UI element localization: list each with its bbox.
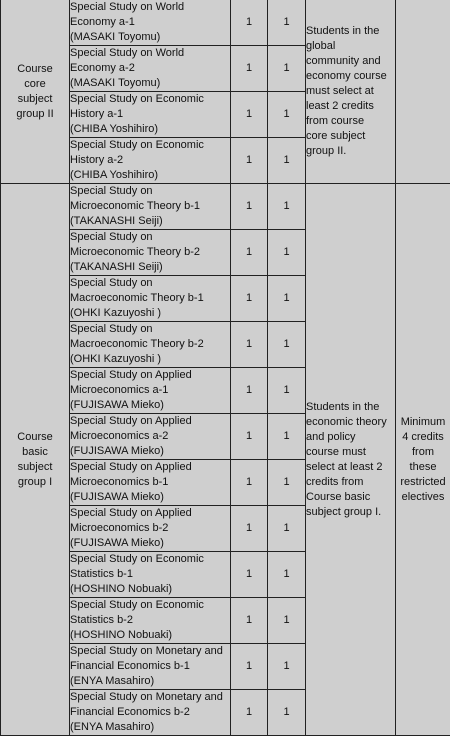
course-name: Special Study on Applied Microeconomics b-1 (FUJISAWA Mieko) — [70, 460, 231, 506]
credit-cell: 1 — [231, 460, 268, 506]
course-name: Special Study on Monetary and Financial Economics b-2 (ENYA Masahiro) — [70, 690, 231, 736]
empty-cell — [396, 0, 450, 184]
credit-cell: 1 — [231, 414, 268, 460]
credit-cell: 1 — [231, 690, 268, 736]
credit-cell: 1 — [231, 322, 268, 368]
credit-cell: 1 — [268, 644, 306, 690]
credit-cell: 1 — [268, 0, 306, 46]
credit-cell: 1 — [268, 230, 306, 276]
credit-cell: 1 — [268, 598, 306, 644]
course-name: Special Study on Economic Statistics b-2 (HOSHINO Nobuaki) — [70, 598, 231, 644]
credit-cell: 1 — [231, 506, 268, 552]
table-row — [1, 184, 450, 230]
course-name: Special Study on World Economy a-2 (MASAKI Toyomu) — [70, 46, 231, 92]
credit-cell: 1 — [268, 322, 306, 368]
credit-cell: 1 — [268, 414, 306, 460]
credit-cell: 1 — [231, 644, 268, 690]
credit-cell: 1 — [231, 230, 268, 276]
credit-cell: 1 — [268, 506, 306, 552]
credit-cell: 1 — [231, 138, 268, 184]
course-name: Special Study on Economic Statistics b-1 (HOSHINO Nobuaki) — [70, 552, 231, 598]
course-name: Special Study on Applied Microeconomics b-2 (FUJISAWA Mieko) — [70, 506, 231, 552]
credit-cell: 1 — [268, 138, 306, 184]
credit-cell: 1 — [268, 460, 306, 506]
credit-cell: 1 — [268, 184, 306, 230]
credit-cell: 1 — [231, 598, 268, 644]
group-label-basic-i: Course basic subject group I — [1, 184, 70, 736]
credit-cell: 1 — [231, 184, 268, 230]
credit-cell: 1 — [231, 368, 268, 414]
credit-cell: 1 — [231, 46, 268, 92]
minimum-credits-note: Minimum 4 credits from these restricted electives — [396, 184, 450, 736]
credit-cell: 1 — [231, 0, 268, 46]
credit-cell: 1 — [268, 690, 306, 736]
course-name: Special Study on Applied Microeconomics a-1 (FUJISAWA Mieko) — [70, 368, 231, 414]
course-name: Special Study on Applied Microeconomics a-2 (FUJISAWA Mieko) — [70, 414, 231, 460]
credit-cell: 1 — [231, 276, 268, 322]
credit-cell: 1 — [231, 92, 268, 138]
credit-cell: 1 — [268, 552, 306, 598]
credit-cell: 1 — [268, 46, 306, 92]
credit-cell: 1 — [268, 368, 306, 414]
credit-cell: 1 — [268, 276, 306, 322]
course-name: Special Study on World Economy a-1 (MASAKI Toyomu) — [70, 0, 231, 46]
course-name: Special Study on Macroeconomic Theory b-2 (OHKI Kazuyoshi ) — [70, 322, 231, 368]
course-name: Special Study on Monetary and Financial Economics b-1 (ENYA Masahiro) — [70, 644, 231, 690]
course-name: Special Study on Economic History a-1 (CHIBA Yoshihiro) — [70, 92, 231, 138]
table-row — [1, 0, 450, 46]
requirement-note-core-ii: Students in the global community and economy course must select at least 2 credits from course core subject group II. — [306, 0, 396, 184]
group-label-core-ii: Course core subject group II — [1, 0, 70, 184]
credit-cell: 1 — [268, 92, 306, 138]
course-name: Special Study on Economic History a-2 (CHIBA Yoshihiro) — [70, 138, 231, 184]
course-name: Special Study on Macroeconomic Theory b-1 (OHKI Kazuyoshi ) — [70, 276, 231, 322]
requirement-note-basic-i: Students in the economic theory and policy course must select at least 2 credits from Course basic subject group I. — [306, 184, 396, 736]
course-name: Special Study on Microeconomic Theory b-2 (TAKANASHI Seiji) — [70, 230, 231, 276]
course-name: Special Study on Microeconomic Theory b-1 (TAKANASHI Seiji) — [70, 184, 231, 230]
credit-cell: 1 — [231, 552, 268, 598]
